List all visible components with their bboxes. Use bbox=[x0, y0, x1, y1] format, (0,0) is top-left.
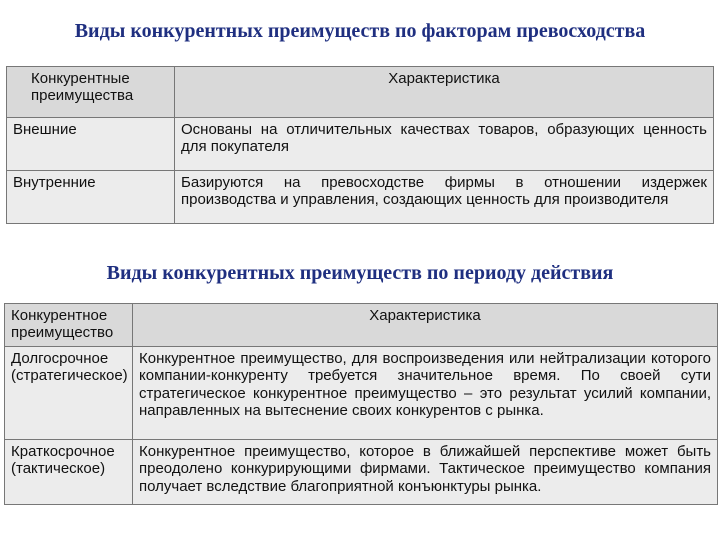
table-factors bbox=[6, 66, 714, 224]
row-description-external: Основаны на отличительных качествах товаров, образующих ценность для покупателя bbox=[175, 118, 714, 171]
title-factors: Виды конкурентных преимуществ по факторам превосходства bbox=[74, 20, 646, 42]
row-description-long-term: Конкурентное преимущество, для воспроизведения или нейтрализации которого компании-конкуренту требуется значительное время. По своей сути стратегическое конкурентное преимущество – это результат усилий компании, направленных на вытеснение своих конкурентов с рынка. bbox=[133, 347, 718, 440]
header-advantage: Конкурентное преимущество bbox=[5, 304, 133, 347]
table-row bbox=[7, 171, 714, 224]
row-description-short-term: Конкурентное преимущество, которое в ближайшей перспективе может быть преодолено конкурирующими фирмами. Тактическое преимущество компания получает вследствие благоприятной конъюнктуры рынка. bbox=[133, 440, 718, 505]
row-name-short-term: Краткосрочное (тактическое) bbox=[5, 440, 133, 505]
header-advantages: Конкурентные преимущества bbox=[7, 67, 175, 118]
table-row bbox=[5, 347, 718, 440]
row-name-internal: Внутренние bbox=[7, 171, 175, 224]
table-period bbox=[4, 303, 718, 505]
row-name-external: Внешние bbox=[7, 118, 175, 171]
table-header-row bbox=[7, 67, 714, 118]
table-row bbox=[7, 118, 714, 171]
row-name-long-term: Долгосрочное (стратегическое) bbox=[5, 347, 133, 440]
header-characteristic: Характеристика bbox=[175, 67, 714, 118]
header-characteristic: Характеристика bbox=[133, 304, 718, 347]
row-description-internal: Базируются на превосходстве фирмы в отношении издержек производства и управления, создающих ценность для производителя bbox=[175, 171, 714, 224]
title-period: Виды конкурентных преимуществ по периоду действия bbox=[106, 262, 614, 284]
table-row bbox=[5, 440, 718, 505]
table-header-row bbox=[5, 304, 718, 347]
